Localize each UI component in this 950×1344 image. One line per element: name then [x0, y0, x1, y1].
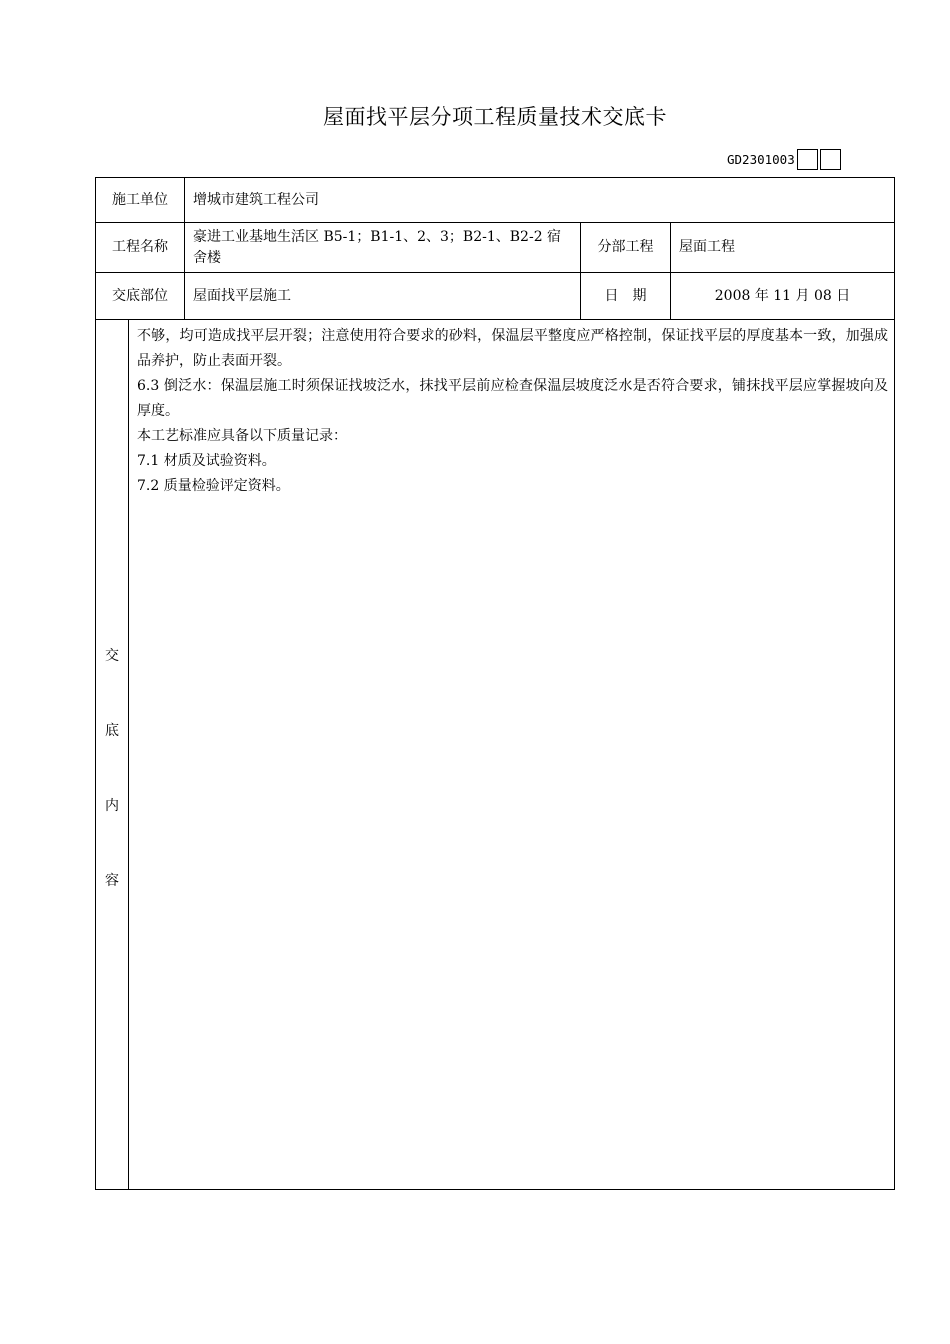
project-label: 工程名称: [96, 223, 185, 273]
doc-code: [727, 147, 841, 171]
date-value: 2008 年 11 月 08 日: [671, 273, 895, 320]
content-side-label: [96, 320, 129, 1190]
content-label-char: 底: [105, 723, 119, 739]
page-title: 屋面找平层分项工程质量技术交底卡: [323, 105, 667, 129]
content-paragraph: 不够，均可造成找平层开裂；注意使用符合要求的砂料，保温层平整度应严格控制，保证找平层的厚度基本一致，加强成品养护，防止表面开裂。: [137, 328, 889, 369]
unit-value: 增城市建筑工程公司: [185, 178, 895, 223]
content-paragraph: 7.2 质量检验评定资料。: [137, 478, 290, 494]
part-row: [96, 273, 895, 320]
content-row: [96, 320, 895, 1190]
unit-row: [96, 178, 895, 223]
date-label: 日 期: [581, 273, 671, 320]
content-label-char: 容: [105, 873, 119, 889]
part-value: 屋面找平层施工: [185, 273, 581, 320]
content-body: [129, 320, 895, 1190]
project-row: [96, 223, 895, 273]
project-value: 豪进工业基地生活区 B5-1；B1-1、2、3；B2-1、B2-2 宿舍楼: [185, 223, 581, 273]
content-paragraph: 6.3 倒泛水：保温层施工时须保证找坡泛水，抹找平层前应检查保温层坡度泛水是否符合要求，铺抹找平层应掌握坡向及厚度。: [137, 378, 889, 419]
sub-value: 屋面工程: [671, 223, 895, 273]
doc-code-text: GD2301003: [727, 151, 795, 167]
unit-label: 施工单位: [96, 178, 185, 223]
disclosure-card-table: [95, 177, 895, 1190]
content-label-char: 内: [105, 798, 119, 814]
content-paragraph: 本工艺标准应具备以下质量记录：: [137, 428, 347, 444]
code-box-1: [797, 149, 818, 170]
part-label: 交底部位: [96, 273, 185, 320]
content-paragraph: 7.1 材质及试验资料。: [137, 453, 276, 469]
sub-label: 分部工程: [581, 223, 671, 273]
code-box-2: [820, 149, 841, 170]
content-label-char: 交: [105, 648, 119, 664]
